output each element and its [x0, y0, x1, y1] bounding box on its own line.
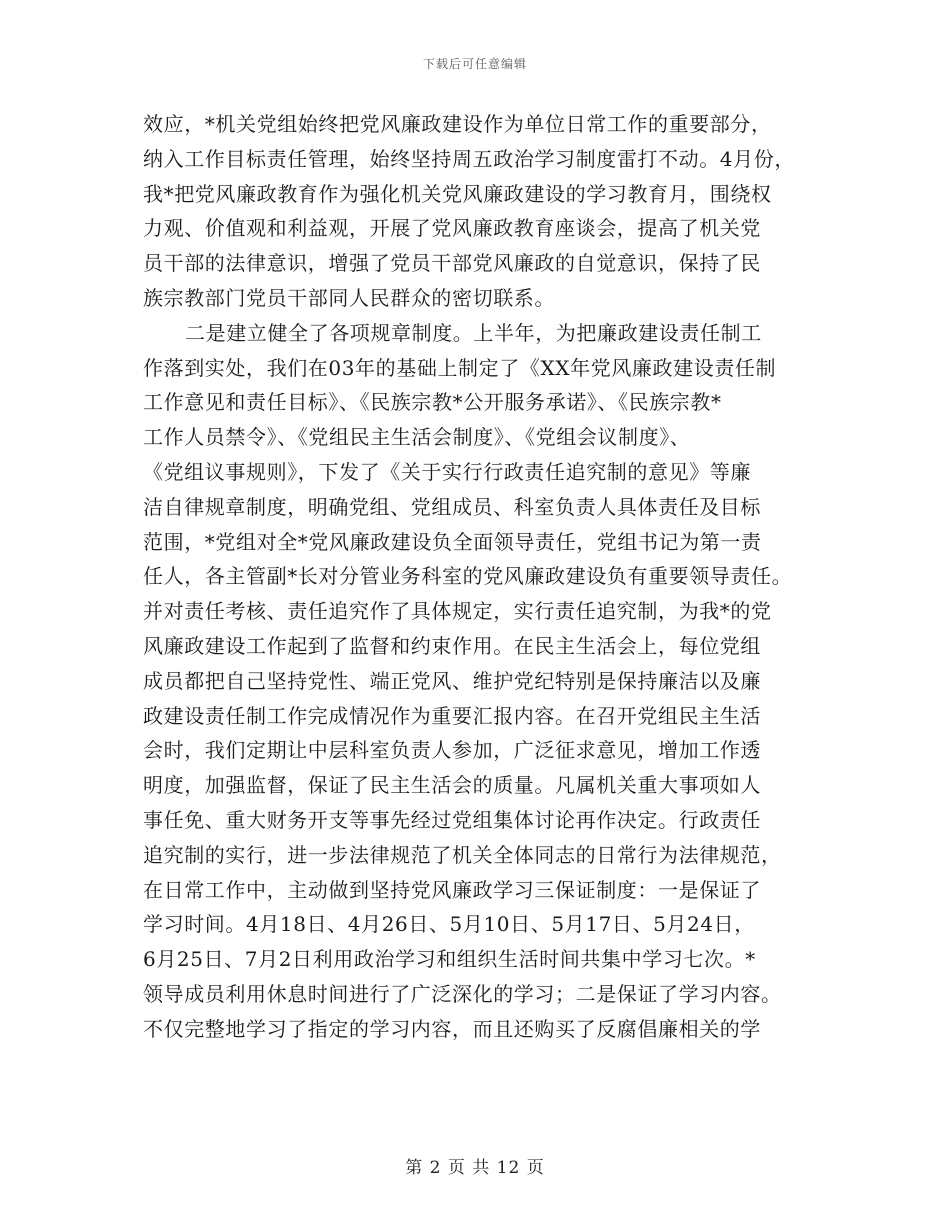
- text-line: 风廉政建设工作起到了监督和约束作用。在民主生活会上，每位党组: [143, 633, 761, 658]
- text-line: 不仅完整地学习了指定的学习内容，而且还购买了反腐倡廉相关的学: [143, 1016, 761, 1041]
- text-line: 领导成员利用休息时间进行了广泛深化的学习；二是保证了学习内容。: [143, 981, 782, 1006]
- header-note: 下载后可任意编辑: [422, 57, 527, 71]
- text-line: 洁自律规章制度，明确党组、党组成员、科室负责人具体责任及目标: [143, 494, 761, 519]
- text-line: 明度，加强监督，保证了民主生活会的质量。凡属机关重大事项如人: [143, 773, 761, 798]
- text-line: 范围，*党组对全*党风廉政建设负全面领导责任，党组书记为第一责: [143, 529, 762, 554]
- text-line: 族宗教部门党员干部同人民群众的密切联系。: [143, 285, 555, 310]
- body-text: [143, 107, 813, 1047]
- text-line: 《党组议事规则》，下发了《关于实行行政责任追究制的意见》等廉: [143, 459, 751, 484]
- paragraph-start-line: 二是建立健全了各项规章制度。上半年，为把廉政建设责任制工: [185, 320, 762, 345]
- page-footer: 第 2 页 共 12 页: [405, 1158, 545, 1178]
- text-line: 工作意见和责任目标》、《民族宗教*公开服务承诺》、《民族宗教*: [143, 390, 722, 415]
- text-line: 我*把党风廉政教育作为强化机关党风廉政建设的学习教育月，围绕权: [143, 181, 772, 206]
- text-line: 纳入工作目标责任管理，始终坚持周五政治学习制度雷打不动。4月份，: [143, 146, 795, 171]
- text-line: 政建设责任制工作完成情况作为重要汇报内容。在召开党组民主生活: [143, 703, 761, 728]
- text-line: 效应，*机关党组始终把党风廉政建设作为单位日常工作的重要部分，: [143, 112, 772, 136]
- text-line: 学习时间。4月18日、4月26日、5月10日、5月17日、5月24日，: [143, 912, 755, 937]
- text-line: 任人，各主管副*长对分管业务科室的党风廉政建设负有重要领导责任。: [143, 564, 793, 589]
- text-line: 工作人员禁令》、《党组民主生活会制度》、《党组会议制度》、: [143, 425, 691, 450]
- text-line: 在日常工作中，主动做到坚持党风廉政学习三保证制度：一是保证了: [143, 877, 761, 902]
- text-line: 追究制的实行，进一步法律规范了机关全体同志的日常行为法律规范，: [143, 842, 782, 867]
- text-line: 6月25日、7月2日利用政治学习和组织生活时间共集中学习七次。*: [143, 947, 756, 972]
- text-line: 成员都把自己坚持党性、端正党风、维护党纪特别是保持廉洁以及廉: [143, 668, 761, 693]
- text-line: 员干部的法律意识，增强了党员干部党风廉政的自觉意识，保持了民: [143, 251, 761, 276]
- text-line: 力观、价值观和利益观，开展了党风廉政教育座谈会，提高了机关党: [143, 216, 761, 241]
- text-line: 事任免、重大财务开支等事先经过党组集体讨论再作决定。行政责任: [143, 807, 761, 832]
- text-line: 并对责任考核、责任追究作了具体规定，实行责任追究制，为我*的党: [143, 599, 772, 624]
- text-line: 会时，我们定期让中层科室负责人参加，广泛征求意见，增加工作透: [143, 738, 761, 763]
- text-line: 作落到实处，我们在03年的基础上制定了《XX年党风廉政建设责任制: [143, 355, 777, 380]
